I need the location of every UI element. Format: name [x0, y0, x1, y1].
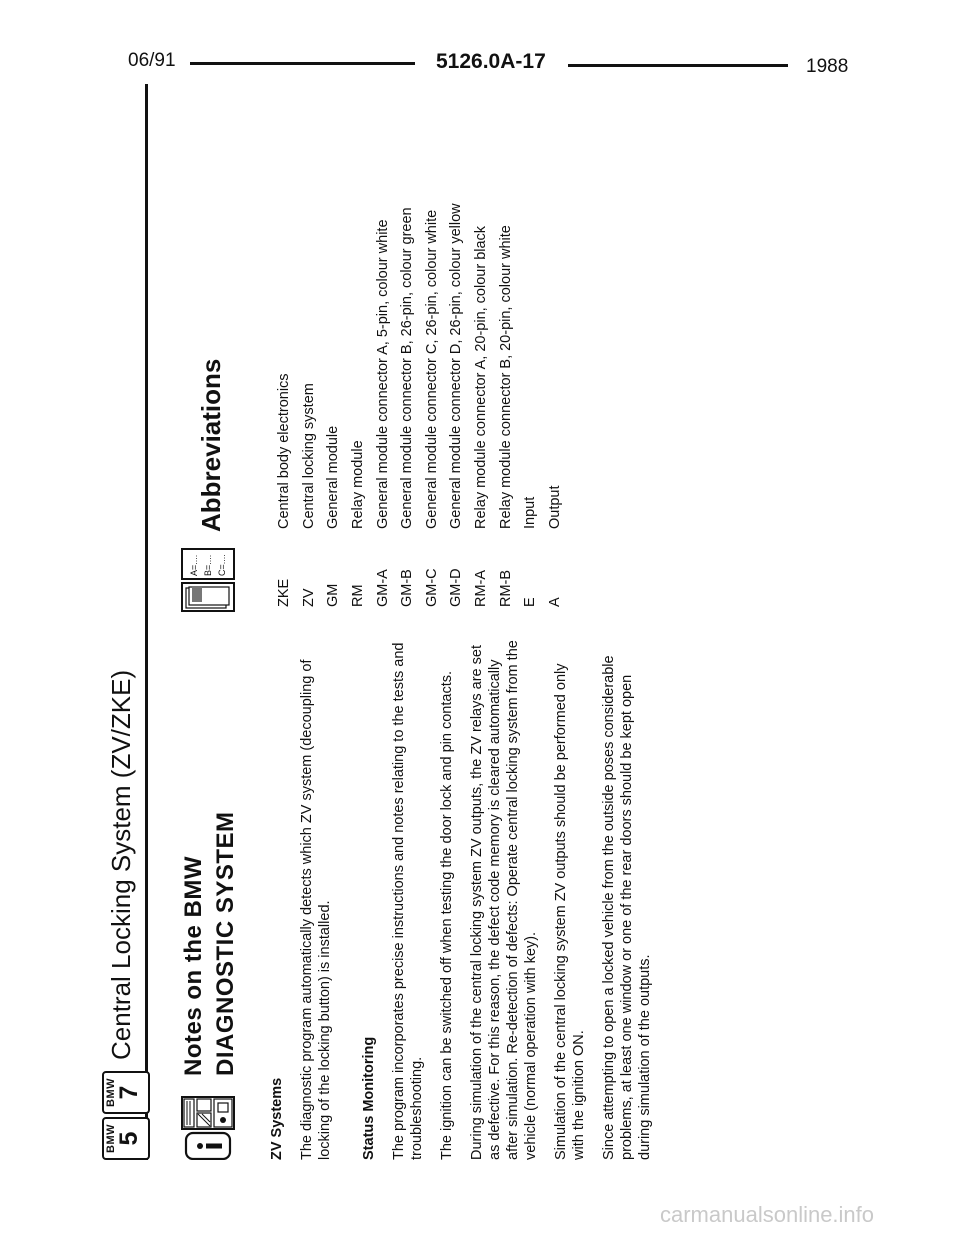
abbr-code: GM-A — [374, 569, 391, 607]
system-title: Central Locking System (ZV/ZKE) — [106, 669, 136, 1060]
svg-text:C=....: C=.... — [217, 554, 227, 576]
abbr-meaning: Relay module — [350, 440, 367, 529]
notes-body — [268, 640, 666, 1160]
abbr-code: ZV — [300, 588, 317, 607]
abbr-code: ZKE — [276, 578, 293, 607]
abbr-code: RM — [350, 584, 367, 607]
notes-heading — [178, 811, 242, 1076]
svg-text:A=....: A=.... — [189, 554, 199, 576]
abbr-meaning: General module connector B, 26-pin, colour green — [399, 207, 416, 529]
abbr-meaning: Central body electronics — [276, 373, 293, 529]
list-item — [420, 203, 445, 607]
abbr-meaning: General module — [325, 425, 342, 529]
header-code: 5126.0A-17 — [436, 50, 546, 73]
header-date: 06/91 — [128, 50, 176, 71]
notes-heading-line1: Notes on the BMW — [180, 856, 207, 1076]
abbr-meaning: Relay module connector B, 20-pin, colour white — [497, 225, 514, 529]
abbreviation-list-icon — [180, 547, 236, 612]
abbr-meaning: Input — [522, 496, 539, 529]
abbr-meaning: General module connector A, 5-pin, colour white — [374, 219, 391, 529]
status-monitoring-p5: Since attempting to open a locked vehicle from the outside poses considerable problems, at least one window or one of the rear doors should be kept open during simulation of the outputs. — [601, 655, 653, 1160]
abbr-code: RM-B — [497, 569, 514, 607]
status-monitoring-p3: During simulation of the central locking system ZV outputs, the ZV relays are set as defective. For this reason, the defect code memory is cleared automatically after simulation. Re-detection of defects: Operate central locking system from the vehicle (normal operation with key). — [469, 640, 539, 1160]
abbr-code: GM-C — [423, 568, 440, 607]
list-item — [272, 203, 297, 607]
watermark: carmanualsonline.info — [660, 1202, 875, 1227]
badge-model: 5 — [115, 1131, 143, 1146]
status-monitoring-p2: The ignition can be switched off when testing the door lock and pin contacts. — [439, 670, 455, 1160]
abbr-code: GM-B — [399, 569, 416, 607]
abbr-meaning: General module connector D, 26-pin, colour yellow — [448, 203, 465, 529]
abbr-meaning: General module connector C, 26-pin, colour white — [423, 209, 440, 529]
info-test-icon — [180, 1095, 236, 1160]
status-monitoring-title: Status Monitoring — [361, 1036, 377, 1160]
list-item — [469, 203, 494, 607]
abbreviations-list — [272, 203, 567, 607]
list-item — [346, 203, 371, 607]
notes-heading-line2: DIAGNOSTIC SYSTEM — [212, 811, 239, 1076]
status-monitoring-p4: Simulation of the central locking system ZV outputs should be performed only with the ignition ON. — [553, 663, 587, 1160]
list-item — [297, 203, 322, 607]
model-badge — [102, 1071, 150, 1114]
list-item — [444, 203, 469, 607]
list-item — [370, 203, 395, 607]
list-item — [321, 203, 346, 607]
model-badge — [102, 1117, 150, 1160]
list-item — [395, 203, 420, 607]
abbr-code: A — [546, 597, 563, 607]
zv-systems-text: The diagnostic program automatically detects which ZV system (decoupling of locking of the locking button) is installed. — [299, 659, 333, 1160]
abbr-code: GM-D — [448, 568, 465, 607]
header-year: 1988 — [806, 56, 849, 77]
list-item — [518, 203, 543, 607]
abbr-code: E — [522, 597, 539, 607]
model-badges — [102, 1068, 150, 1160]
zv-systems-title: ZV Systems — [269, 1077, 285, 1160]
list-item — [543, 203, 568, 607]
list-item — [493, 203, 518, 607]
abbr-meaning: Relay module connector A, 20-pin, colour black — [473, 225, 490, 529]
badge-model: 7 — [115, 1085, 143, 1100]
section-gap — [346, 640, 360, 1160]
status-monitoring-p1: The program incorporates precise instructions and notes relating to the tests and troubleshooting. — [391, 642, 425, 1160]
abbreviations-heading: Abbreviations — [196, 358, 226, 532]
abbr-code: RM-A — [473, 569, 490, 607]
badge-brand: BMW — [105, 1078, 117, 1107]
abbr-code: GM — [325, 583, 342, 607]
abbr-meaning: Output — [546, 485, 563, 529]
abbr-meaning: Central locking system — [300, 383, 317, 529]
svg-text:B=....: B=.... — [203, 554, 213, 576]
badge-brand: BMW — [105, 1124, 117, 1153]
